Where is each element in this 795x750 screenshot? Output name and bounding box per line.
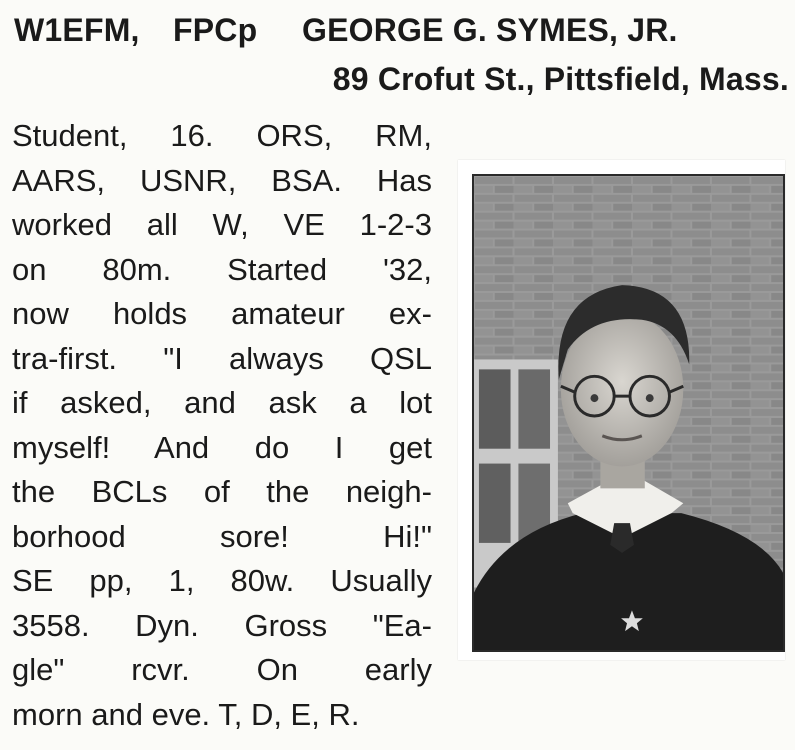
bio-line: gle" rcvr. On early [12,652,432,687]
bio-line: borhood sore! Hi!" [12,518,432,554]
bio-line: if asked, and ask a lot [12,385,432,420]
bio-line: 3558. Dyn. Gross "Ea- [12,607,432,643]
bio-line: morn and eve. T, D, E, R. [12,696,360,732]
bio-line: worked all W, VE 1-2-3 [12,207,432,242]
bio-line: tra-first. "I always QSL [12,340,432,376]
classifications: FPCp [173,12,258,48]
portrait-photo [472,174,785,652]
bio-line: myself! And do I get [12,429,432,465]
bio-line: the BCLs of the neigh- [12,474,432,509]
bio-line: on 80m. Started '32, [12,251,432,287]
bio-line: SE pp, 1, 80w. Usually [12,563,432,598]
bio-line: now holds amateur ex- [12,296,432,331]
biography-text [12,114,432,737]
person-name: GEORGE G. SYMES, JR. [302,12,678,48]
address: 89 Crofut St., Pittsfield, Mass. [332,61,789,97]
portrait-illustration [474,176,783,650]
callsign: W1EFM, [14,12,140,48]
bio-line: Student, 16. ORS, RM, [12,118,432,153]
bio-line: AARS, USNR, BSA. Has [12,162,432,198]
